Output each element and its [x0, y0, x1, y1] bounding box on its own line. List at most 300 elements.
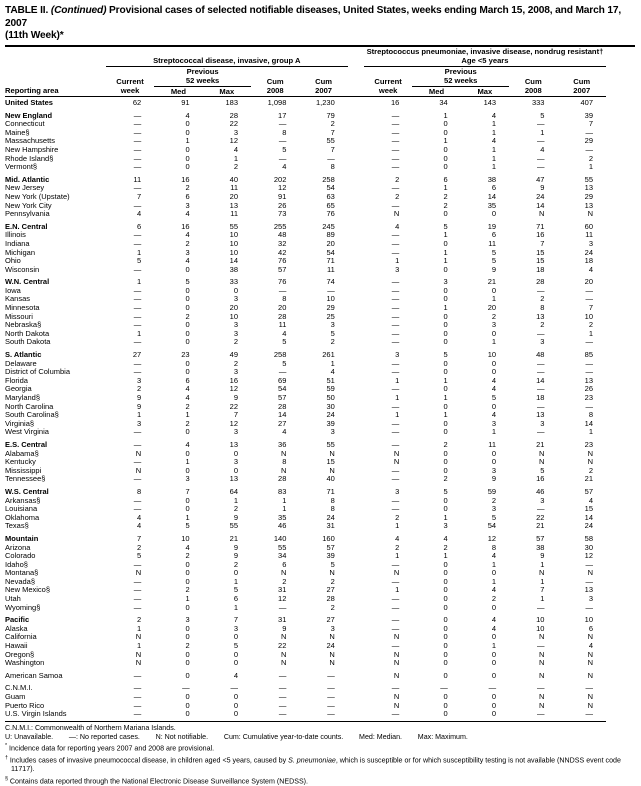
value-cell: 30	[584, 542, 593, 552]
reporting-area-cell: New Mexico§	[5, 585, 51, 595]
value-cell: 4	[137, 512, 142, 522]
group-b-title-rest: , invasive disease, nondrug resistant†	[466, 46, 604, 56]
value-cell: —	[391, 427, 400, 437]
table-row	[5, 202, 606, 211]
value-cell: 26	[584, 384, 593, 394]
value-cell: 0	[443, 119, 448, 129]
value-cell: 6	[185, 191, 190, 201]
value-cell: —	[391, 153, 400, 163]
value-cell: 76	[278, 256, 287, 266]
value-cell: 23	[181, 350, 190, 360]
value-cell: —	[299, 710, 347, 721]
value-cell: 12	[229, 384, 238, 394]
value-cell: 3	[395, 264, 400, 274]
value-cell: 11	[133, 174, 142, 184]
value-cell: 0	[491, 328, 497, 338]
group-spacer	[348, 595, 364, 604]
value-cell: 85	[584, 350, 593, 360]
group-spacer	[348, 642, 364, 651]
value-cell: N	[587, 632, 593, 642]
reporting-area-cell: Missouri	[5, 311, 33, 321]
value-cell: 4	[137, 209, 142, 219]
value-cell: 5	[233, 585, 238, 595]
reporting-area-cell: Louisiana	[5, 504, 38, 514]
value-cell: 3	[540, 495, 545, 505]
value-cell: 3	[443, 521, 448, 531]
group-spacer	[348, 437, 364, 450]
value-cell: 2	[540, 320, 545, 330]
value-cell: 55	[278, 542, 287, 552]
value-cell: 0	[443, 127, 448, 137]
value-cell: 7	[330, 127, 335, 137]
value-cell: 5	[443, 350, 448, 360]
value-cell: 11	[488, 238, 497, 248]
week-label: week	[120, 85, 140, 95]
value-cell: —	[278, 692, 287, 701]
value-cell: 5	[330, 559, 335, 569]
value-cell: 14	[536, 375, 545, 385]
value-cell: 0	[233, 448, 238, 458]
value-cell: 1	[185, 136, 190, 146]
value-cell: N	[587, 209, 593, 219]
value-cell: 0	[443, 358, 448, 368]
value-cell: 8	[491, 542, 497, 552]
reporting-area-cell: Ohio	[5, 256, 21, 266]
value-cell: 255	[273, 221, 287, 231]
table-row	[5, 403, 606, 412]
value-cell: 0	[185, 127, 190, 137]
value-cell: 17	[278, 110, 287, 120]
value-cell: 0	[491, 401, 497, 411]
reporting-area-cell: Nebraska§	[5, 320, 42, 330]
value-cell: —	[391, 247, 400, 257]
group-spacer	[348, 693, 364, 702]
value-cell: 2	[443, 439, 448, 449]
value-cell: N	[329, 658, 335, 668]
table-title-text: Provisional cases of selected notifiable diseases, United States, weeks ending March 15, 2008, and March 17, 2007	[5, 5, 622, 29]
value-cell: —	[278, 367, 287, 377]
value-cell: 4	[540, 144, 545, 154]
value-cell: 8	[540, 303, 545, 313]
value-cell: 0	[185, 358, 190, 368]
group-spacer	[348, 659, 364, 668]
value-cell: 0	[185, 649, 190, 659]
value-cell: 24	[326, 410, 335, 420]
value-cell: 0	[185, 632, 190, 642]
group-b-title-italic: Streptococcus pneumoniae	[366, 46, 467, 56]
table-row	[5, 578, 606, 587]
value-cell: 1	[443, 551, 448, 561]
table-row	[5, 321, 606, 330]
table-row	[5, 668, 606, 681]
value-cell: 0	[443, 495, 448, 505]
value-cell: 8	[330, 495, 335, 505]
value-cell: 3	[491, 504, 497, 514]
cum-label: Cum	[266, 76, 284, 86]
value-cell: 0	[185, 337, 190, 347]
value-cell: 22	[278, 641, 287, 651]
value-cell: 11	[488, 439, 497, 449]
value-cell: N	[539, 568, 545, 578]
value-cell: —	[327, 683, 335, 693]
value-cell: 2	[588, 153, 593, 163]
value-cell: 3	[588, 594, 593, 604]
empty-cell	[106, 47, 348, 56]
value-cell: 4	[185, 542, 190, 552]
group-spacer	[348, 240, 364, 249]
group-spacer	[348, 578, 364, 587]
value-cell: 8	[282, 457, 287, 467]
value-cell: 0	[443, 465, 448, 475]
value-cell: 0	[491, 632, 497, 642]
value-cell: —	[133, 294, 142, 304]
value-cell: 0	[233, 632, 238, 642]
table-row	[5, 531, 606, 544]
value-cell: —	[585, 294, 593, 304]
value-cell: —	[133, 136, 142, 146]
week-label: week	[378, 85, 398, 95]
value-cell: 0	[443, 692, 448, 701]
value-cell: 2	[330, 119, 335, 129]
value-cell: 1	[443, 230, 448, 240]
value-cell: —	[133, 559, 142, 569]
value-cell: 0	[461, 710, 509, 721]
value-cell: 0	[185, 700, 190, 710]
value-cell: 11	[326, 264, 335, 274]
value-cell: 7	[540, 585, 545, 595]
value-cell: 3	[491, 418, 497, 428]
group-spacer	[348, 505, 364, 514]
value-cell: 0	[443, 559, 448, 569]
value-cell: 4	[185, 230, 190, 240]
value-cell: 24	[326, 512, 335, 522]
value-cell: 6	[491, 230, 497, 240]
value-cell: 13	[229, 439, 238, 449]
table-row	[5, 266, 606, 275]
value-cell: 16	[364, 96, 412, 108]
value-cell: 57	[278, 264, 287, 274]
value-cell: 4	[330, 367, 335, 377]
value-cell: —	[133, 127, 142, 137]
table-continued: (Continued)	[50, 5, 107, 16]
group-spacer	[348, 458, 364, 467]
value-cell: 0	[443, 337, 448, 347]
value-cell: 7	[233, 410, 238, 420]
value-cell: 29	[326, 303, 335, 313]
value-cell: —	[536, 602, 545, 612]
reporting-area-cell: New England	[5, 110, 53, 120]
value-cell: —	[391, 303, 400, 313]
value-cell: 40	[326, 474, 335, 484]
value-cell: —	[133, 495, 142, 505]
value-cell: 71	[536, 221, 545, 231]
value-cell: 4	[395, 221, 400, 231]
table-row	[5, 120, 606, 129]
value-cell: 64	[229, 486, 238, 496]
reporting-area-cell: South Carolina§	[5, 410, 59, 420]
value-cell: 10	[536, 615, 545, 625]
value-cell: 12	[278, 594, 287, 604]
value-cell: 10	[229, 247, 238, 257]
table-row	[5, 304, 606, 313]
value-cell: 0	[185, 285, 190, 295]
value-cell: 2	[588, 465, 593, 475]
table-row	[5, 475, 606, 484]
value-cell: 2	[588, 320, 593, 330]
value-cell: —	[133, 311, 142, 321]
group-spacer	[348, 249, 364, 258]
value-cell: 2	[233, 358, 238, 368]
value-cell: 5	[540, 465, 545, 475]
value-cell: 7	[137, 533, 142, 543]
value-cell: 20	[326, 238, 335, 248]
col-header-cum-2007-b	[557, 66, 606, 96]
value-cell: 1	[395, 393, 400, 402]
value-cell: 4	[491, 136, 497, 146]
value-cell: 0	[491, 700, 497, 710]
value-cell: 0	[443, 209, 448, 219]
value-cell: 0	[491, 457, 497, 467]
reporting-area-cell: C.N.M.I.	[5, 683, 33, 693]
value-cell: —	[391, 238, 400, 248]
value-cell: 1	[137, 641, 142, 651]
value-cell: 74	[326, 277, 335, 287]
value-cell: 5	[443, 486, 448, 496]
value-cell: 1	[137, 277, 142, 287]
value-cell: 2	[137, 615, 142, 625]
value-cell: 2	[185, 551, 190, 561]
value-cell: 2	[185, 238, 190, 248]
value-cell: 24	[584, 247, 593, 257]
value-cell: 2	[185, 183, 190, 193]
value-cell: —	[278, 136, 287, 146]
value-cell: —	[557, 710, 606, 721]
value-cell: —	[391, 320, 400, 330]
value-cell: 3	[233, 457, 238, 467]
value-cell: 4	[491, 623, 497, 633]
table-row	[5, 428, 606, 437]
value-cell: 4	[491, 551, 497, 561]
group-spacer	[348, 403, 364, 412]
value-cell: 9	[491, 264, 497, 274]
value-cell: —	[133, 110, 142, 120]
value-cell: —	[585, 144, 593, 154]
value-cell: 0	[443, 649, 448, 659]
group-spacer	[348, 710, 364, 721]
value-cell: N	[280, 649, 287, 659]
value-cell: 4	[282, 328, 287, 338]
value-cell: 0	[443, 615, 448, 625]
cum-label: Cum	[573, 76, 591, 86]
value-cell: 3	[330, 623, 335, 633]
table-row	[5, 368, 606, 377]
value-cell: 0	[185, 303, 190, 313]
value-cell: 26	[278, 200, 287, 210]
value-cell: 35	[487, 200, 497, 210]
year-2008-label: 2008	[524, 85, 542, 95]
value-cell: 4	[185, 439, 190, 449]
value-cell: —	[391, 504, 400, 514]
group-spacer	[348, 137, 364, 146]
col-header-current-week-b	[364, 66, 412, 96]
value-cell: —	[133, 358, 142, 368]
value-cell: —	[391, 439, 400, 449]
value-cell: 2	[540, 294, 545, 304]
value-cell: 1	[491, 127, 497, 137]
value-cell: 13	[229, 474, 238, 484]
reporting-area-cell: Mississippi	[5, 465, 42, 475]
value-cell: 0	[443, 153, 448, 163]
value-cell: 4	[395, 533, 400, 543]
value-cell: —	[133, 576, 142, 586]
value-cell: 3	[588, 238, 593, 248]
value-cell: 245	[322, 221, 335, 231]
value-cell: —	[585, 576, 593, 586]
value-cell: 0	[154, 710, 202, 721]
table-row	[5, 633, 606, 642]
group-spacer	[348, 522, 364, 531]
value-cell: 14	[487, 191, 497, 201]
value-cell: 22	[229, 119, 238, 129]
group-spacer	[348, 552, 364, 561]
reporting-area-cell: Vermont§	[5, 162, 38, 172]
value-cell: 57	[536, 533, 545, 543]
value-cell: 3	[330, 320, 335, 330]
reporting-area-cell: U.S. Virgin Islands	[5, 710, 106, 721]
value-cell: 24	[536, 191, 545, 201]
year-2007-label: 2007	[573, 85, 591, 95]
value-cell: N	[135, 448, 142, 458]
reporting-area-cell: W.S. Central	[5, 486, 49, 496]
group-spacer	[348, 497, 364, 506]
reporting-area-cell: S. Atlantic	[5, 350, 42, 360]
group-title-row-2	[5, 56, 606, 67]
value-cell: 2	[395, 542, 400, 552]
value-cell: 2	[137, 384, 142, 394]
group-spacer	[348, 604, 364, 613]
value-cell: 5	[491, 247, 497, 257]
value-cell: 0	[233, 568, 238, 578]
value-cell: 1	[185, 410, 190, 420]
value-cell: N	[587, 670, 593, 680]
group-spacer	[348, 514, 364, 523]
value-cell: 0	[185, 602, 190, 612]
value-cell: N	[539, 209, 545, 219]
value-cell: —	[133, 700, 142, 710]
value-cell: —	[585, 559, 593, 569]
notifiable-disease-table	[5, 47, 606, 722]
reporting-area-cell: New York City	[5, 200, 52, 210]
value-cell: 0	[443, 384, 448, 394]
value-cell: 0	[491, 448, 497, 458]
reporting-area-cell: Texas§	[5, 521, 29, 531]
value-cell: 1	[395, 551, 400, 561]
value-cell: 5	[491, 393, 497, 402]
reporting-area-cell: Washington	[5, 658, 45, 668]
value-cell: 2	[185, 585, 190, 595]
value-cell: —	[391, 465, 400, 475]
value-cell: 5	[282, 144, 287, 154]
reporting-area-cell: Idaho§	[5, 559, 28, 569]
value-cell: N	[393, 568, 400, 578]
value-cell: —	[133, 238, 142, 248]
value-cell: 63	[326, 191, 335, 201]
footnote-dagger-species: S. pneumoniae	[288, 756, 336, 765]
value-cell: —	[391, 495, 400, 505]
table-row	[5, 710, 606, 721]
value-cell: 4	[185, 256, 190, 266]
value-cell: 38	[536, 542, 545, 552]
value-cell: 0	[491, 658, 497, 668]
value-cell: 3	[395, 350, 400, 360]
table-row	[5, 522, 606, 531]
value-cell: 5	[443, 221, 448, 231]
value-cell: 2	[443, 200, 448, 210]
value-cell: 27	[326, 585, 335, 595]
value-cell: 23	[584, 439, 593, 449]
value-cell: 60	[584, 221, 593, 231]
value-cell: 38	[487, 174, 497, 184]
value-cell: —	[536, 504, 545, 514]
reporting-area-cell: Alaska	[5, 623, 28, 633]
value-cell: —	[536, 384, 545, 394]
value-cell: 8	[137, 486, 142, 496]
value-cell: 1	[443, 512, 448, 522]
value-cell: 0	[233, 285, 238, 295]
value-cell: 12	[278, 183, 287, 193]
value-cell: 4	[491, 615, 497, 625]
value-cell: N	[539, 457, 545, 467]
value-cell: —	[327, 700, 335, 710]
value-cell: 10	[536, 623, 545, 633]
value-cell: 21	[584, 474, 593, 484]
value-cell: 4	[491, 375, 497, 385]
value-cell: 0	[491, 649, 497, 659]
value-cell: —	[391, 183, 400, 193]
value-cell: 0	[203, 710, 251, 721]
value-cell: 3	[491, 320, 497, 330]
value-cell: N	[539, 649, 545, 659]
value-cell: 1	[395, 256, 400, 266]
value-cell: 0	[491, 285, 497, 295]
value-cell: —	[391, 602, 400, 612]
value-cell: 0	[185, 568, 190, 578]
group-spacer	[348, 193, 364, 202]
table-row	[5, 569, 606, 578]
value-cell: 54	[326, 247, 335, 257]
value-cell: 1,098	[251, 96, 299, 108]
value-cell: —	[278, 670, 287, 680]
value-cell: 10	[229, 230, 238, 240]
col-header-med-a: Med	[170, 86, 186, 96]
value-cell: —	[278, 700, 287, 710]
value-cell: —	[391, 615, 400, 625]
group-spacer	[348, 184, 364, 193]
table-row	[5, 514, 606, 523]
value-cell: 10	[326, 294, 335, 304]
value-cell: 15	[536, 256, 545, 266]
value-cell: N	[393, 209, 400, 219]
table-row	[5, 193, 606, 202]
value-cell: 29	[584, 191, 593, 201]
reporting-area-cell: Virginia§	[5, 418, 35, 428]
reporting-area-cell: Wyoming§	[5, 602, 41, 612]
table-row	[5, 347, 606, 360]
value-cell: 0	[185, 670, 190, 680]
value-cell: —	[278, 119, 287, 129]
value-cell: —	[536, 153, 545, 163]
value-cell: 7	[588, 303, 593, 313]
